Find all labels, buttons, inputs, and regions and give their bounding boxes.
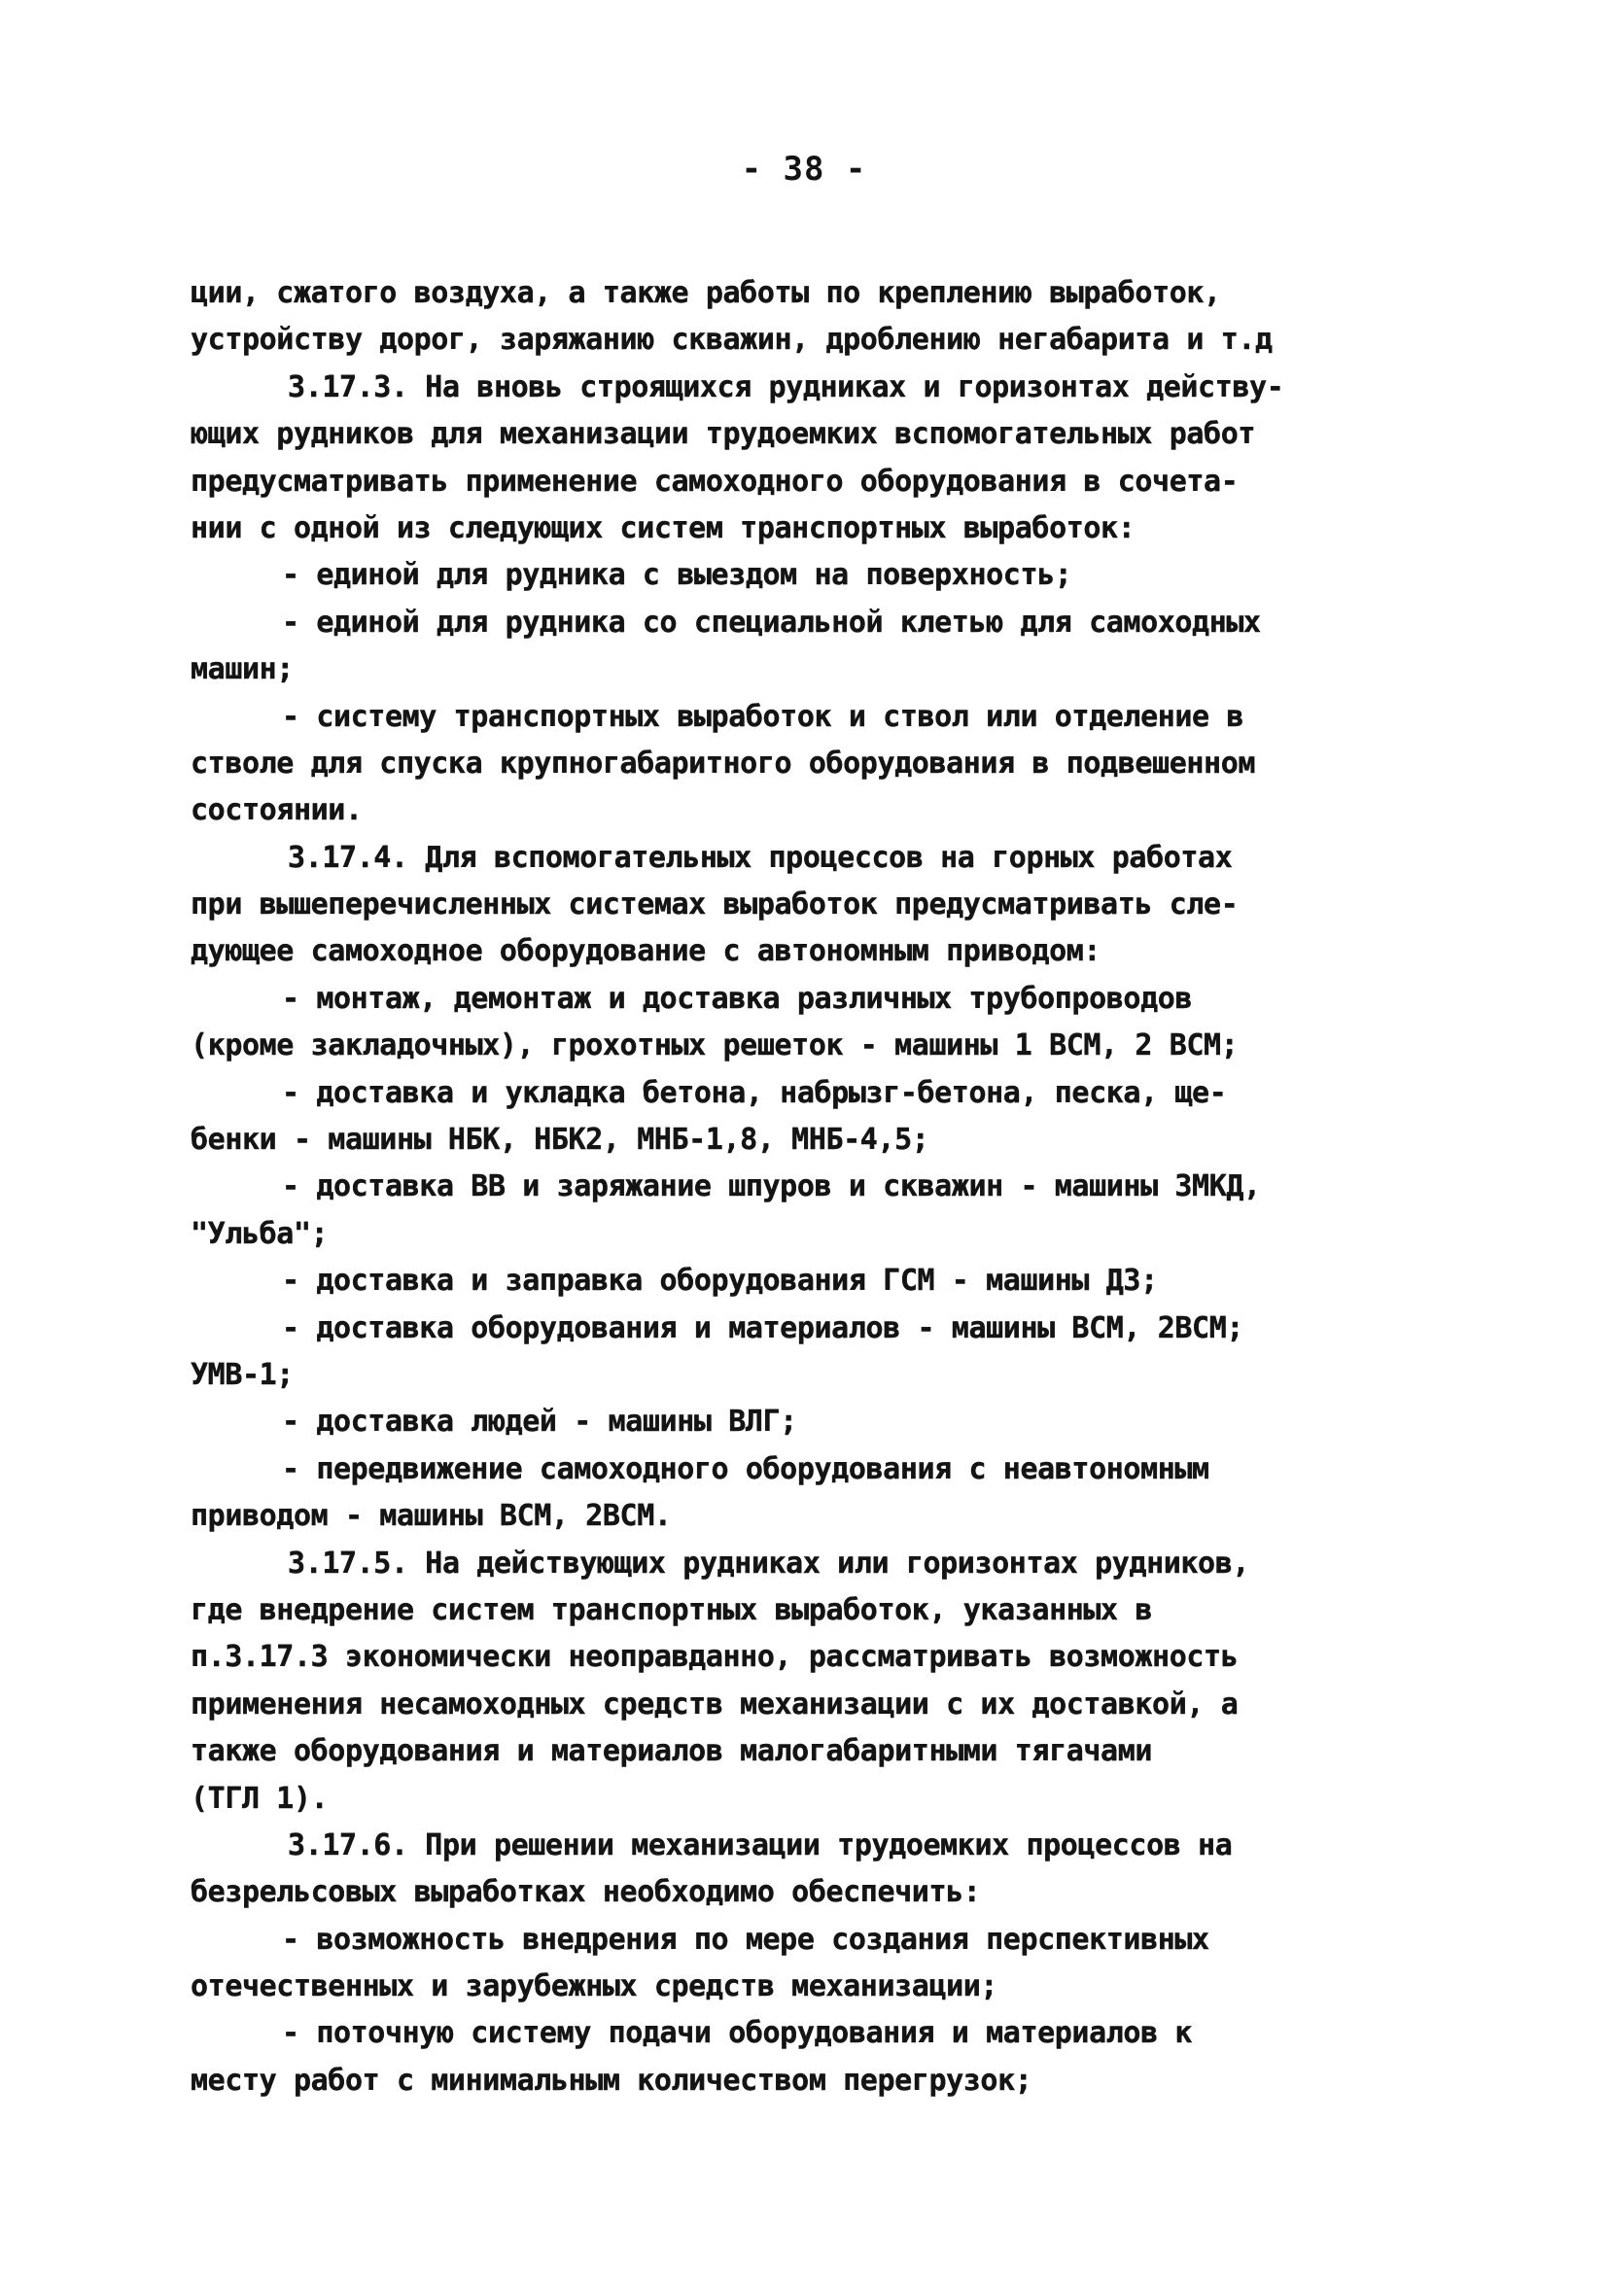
text-line: применения несамоходных средств механизации с их доставкой, а	[191, 1687, 1239, 1722]
text-line: также оборудования и материалов малогабаритными тягачами	[191, 1734, 1153, 1769]
text-line: месту работ с минимальным количеством перегрузок;	[191, 2063, 1032, 2098]
text-line: - доставка и заправка оборудования ГСМ - машины ДЗ;	[282, 1264, 1158, 1299]
text-line: машин;	[191, 652, 294, 687]
text-line: 3.17.6. При решении механизации трудоемких процессов на	[288, 1827, 1233, 1862]
text-line: дующее самоходное оборудование с автономным приводом:	[191, 934, 1101, 969]
text-line: где внедрение систем транспортных выработок, указанных в	[191, 1592, 1153, 1627]
text-line: ции, сжатого воздуха, а также работы по креплению выработок,	[191, 276, 1221, 310]
text-line: - доставка оборудования и материалов - машины ВСМ, 2ВСМ;	[282, 1310, 1244, 1345]
text-line: - единой для рудника со специальной клетью для самоходных	[282, 605, 1261, 640]
text-line: - возможность внедрения по мере создания перспективных	[282, 1922, 1209, 1957]
text-line: приводом - машины ВСМ, 2ВСМ.	[191, 1499, 672, 1534]
text-line: - монтаж, демонтаж и доставка различных трубопроводов	[282, 981, 1193, 1016]
text-line: - доставка людей - машины ВЛГ;	[282, 1405, 797, 1440]
text-line: безрельсовых выработках необходимо обеспечить:	[191, 1875, 981, 1910]
text-line: - единой для рудника с выездом на поверхность;	[282, 558, 1072, 593]
text-line: (ТГЛ 1).	[191, 1781, 329, 1816]
text-line: УМВ-1;	[191, 1357, 294, 1392]
text-line: отечественных и зарубежных средств механизации;	[191, 1969, 998, 2004]
text-line: - систему транспортных выработок и ствол или отделение в	[282, 699, 1244, 734]
text-line: стволе для спуска крупногабаритного оборудования в подвешенном	[191, 746, 1256, 781]
text-line: 3.17.3. На вновь строящихся рудниках и горизонтах действу-	[288, 369, 1284, 404]
text-line: 3.17.5. На действующих рудниках или горизонтах рудников,	[288, 1546, 1250, 1581]
text-line: - поточную систему подачи оборудования и материалов к	[282, 2016, 1193, 2051]
text-line: ющих рудников для механизации трудоемких вспомогательных работ	[191, 417, 1256, 452]
text-line: - доставка ВВ и заряжание шпуров и скважин - машины ЗМКД,	[282, 1169, 1261, 1204]
text-line: бенки - машины НБК, НБК2, МНБ-1,8, МНБ-4,5;	[191, 1123, 929, 1158]
text-line: п.3.17.3 экономически неоправданно, рассматривать возможность	[191, 1640, 1239, 1675]
text-line: - передвижение самоходного оборудования с неавтономным	[282, 1451, 1209, 1486]
text-line: при вышеперечисленных системах выработок предусматривать сле-	[191, 887, 1239, 922]
text-line: предусматривать применение самоходного оборудования в сочета-	[191, 464, 1239, 499]
text-line: - доставка и укладка бетона, набрызг-бетона, песка, ще-	[282, 1075, 1227, 1110]
page-number: - 38 -	[741, 150, 867, 189]
body-text	[191, 270, 1425, 2105]
text-line: "Ульба";	[191, 1216, 329, 1251]
text-line: 3.17.4. Для вспомогательных процессов на горных работах	[288, 840, 1233, 875]
text-line: устройству дорог, заряжанию скважин, дроблению негабарита и т.д	[191, 323, 1273, 358]
text-line: состоянии.	[191, 793, 363, 828]
text-line: (кроме закладочных), грохотных решеток - машины 1 ВСМ, 2 ВСМ;	[191, 1028, 1239, 1063]
text-line: нии с одной из следующих систем транспортных выработок:	[191, 510, 1136, 545]
